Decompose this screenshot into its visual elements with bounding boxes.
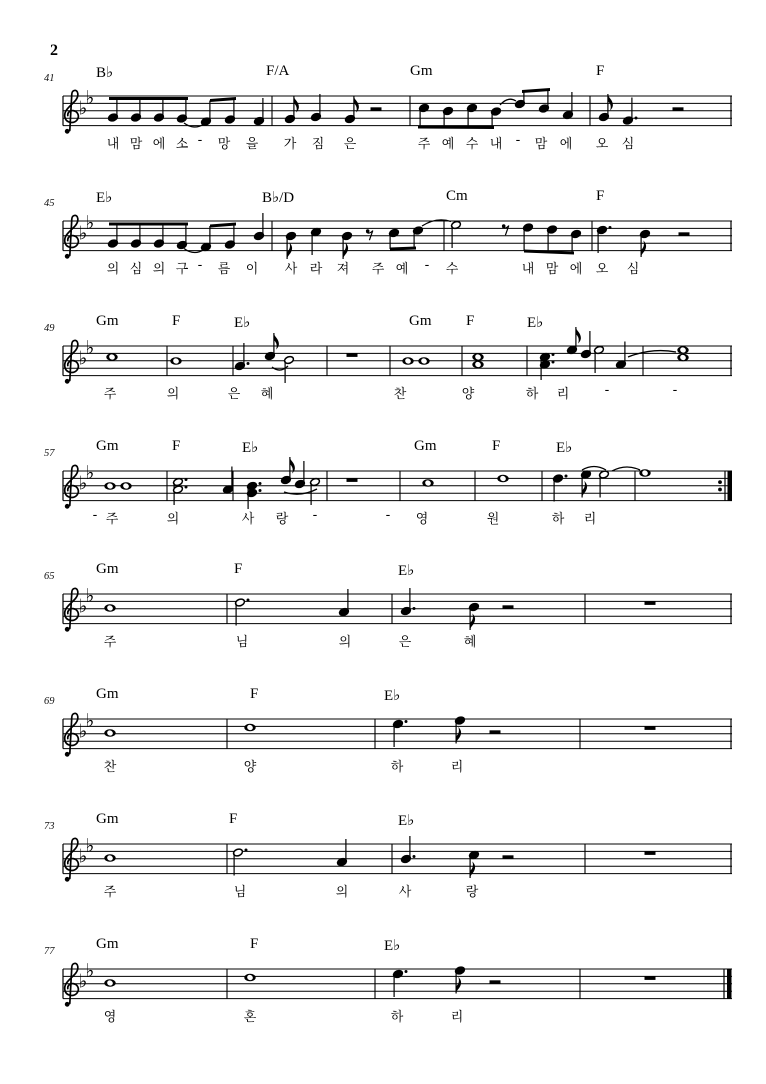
lyric-syllable: 주 bbox=[105, 512, 119, 527]
lyric-syllable: 의 bbox=[338, 635, 352, 650]
beam bbox=[522, 88, 550, 93]
augmentation-dot bbox=[413, 607, 416, 610]
eighth-flag bbox=[576, 327, 581, 344]
lyric-syllable: - bbox=[92, 508, 98, 523]
augmentation-dot bbox=[565, 475, 568, 478]
whole-rest bbox=[347, 478, 358, 482]
repeat-barline-thick bbox=[728, 471, 733, 501]
lyric-syllable: 구 bbox=[175, 262, 189, 277]
flat-sign-icon: ♭ bbox=[78, 223, 88, 245]
lyric-syllable: 맘 bbox=[534, 137, 548, 152]
lyric-syllable: 심 bbox=[129, 262, 143, 277]
treble-clef-icon bbox=[65, 379, 70, 384]
chord-label: F bbox=[172, 438, 181, 454]
lyric-syllable: 라 bbox=[309, 262, 323, 277]
flat-sign-icon: ♭ bbox=[78, 596, 88, 618]
chord-label: Gm bbox=[96, 561, 119, 577]
lyric-syllable: - bbox=[197, 133, 203, 148]
lyric-syllable: - bbox=[672, 383, 678, 398]
chord-label: F bbox=[250, 686, 259, 702]
lyric-syllable: 혜 bbox=[463, 635, 477, 650]
lyric-syllable: 양 bbox=[461, 387, 475, 402]
lyric-syllable: 혼 bbox=[243, 1010, 257, 1025]
measure-number: 73 bbox=[44, 821, 55, 832]
lyric-syllable: 혜 bbox=[260, 387, 274, 402]
lyric-syllable: 랑 bbox=[275, 512, 289, 527]
lyric-syllable: - bbox=[424, 258, 430, 273]
treble-clef-icon bbox=[65, 504, 70, 509]
flat-sign-icon: ♭ bbox=[85, 710, 95, 732]
chord-label: E♭ bbox=[556, 440, 573, 456]
tie bbox=[184, 123, 204, 127]
lyric-syllable: 소 bbox=[175, 137, 189, 152]
measure-number: 45 bbox=[44, 198, 55, 209]
lyric-syllable: 은 bbox=[398, 635, 412, 650]
half-rest bbox=[490, 730, 501, 734]
repeat-dot bbox=[718, 488, 722, 492]
lyric-syllable: 주 bbox=[417, 137, 431, 152]
lyric-syllable: 짐 bbox=[311, 137, 325, 152]
lyric-syllable: 가 bbox=[283, 137, 297, 152]
lyric-syllable: 심 bbox=[621, 137, 635, 152]
chord-label: E♭ bbox=[384, 938, 401, 954]
lyric-syllable: 져 bbox=[336, 262, 350, 277]
lyric-syllable: - bbox=[197, 258, 203, 273]
lyric-syllable: 수 bbox=[465, 137, 479, 152]
lyric-syllable: 하 bbox=[390, 760, 404, 775]
augmentation-dot bbox=[609, 226, 612, 229]
half-rest bbox=[503, 855, 514, 859]
chord-label: Gm bbox=[96, 313, 119, 329]
chord-label: F bbox=[172, 313, 181, 329]
treble-clef-icon bbox=[65, 877, 70, 882]
flat-sign-icon: ♭ bbox=[78, 846, 88, 868]
treble-clef-icon bbox=[65, 627, 70, 632]
lyric-syllable: 심 bbox=[626, 262, 640, 277]
half-rest bbox=[490, 980, 501, 984]
repeat-dot bbox=[718, 480, 722, 484]
chord-label: Cm bbox=[446, 188, 468, 204]
augmentation-dot bbox=[552, 361, 555, 364]
lyric-syllable: 의 bbox=[166, 387, 180, 402]
lyric-syllable: 주 bbox=[371, 262, 385, 277]
treble-clef-icon bbox=[65, 129, 70, 134]
treble-clef-icon bbox=[65, 254, 70, 259]
lyric-syllable: 의 bbox=[335, 885, 349, 900]
measure-number: 57 bbox=[44, 448, 55, 459]
lyric-syllable: 주 bbox=[103, 885, 117, 900]
eighth-flag bbox=[470, 862, 475, 879]
flat-sign-icon: ♭ bbox=[85, 960, 95, 982]
augmentation-dot bbox=[405, 720, 408, 723]
lyric-syllable: 예 bbox=[441, 137, 455, 152]
measure-number: 41 bbox=[44, 73, 55, 84]
measure-number: 65 bbox=[44, 571, 55, 582]
lyric-syllable: - bbox=[312, 508, 318, 523]
chord-label: F bbox=[596, 188, 605, 204]
lyric-syllable: 오 bbox=[595, 262, 609, 277]
lyric-syllable: 에 bbox=[569, 262, 583, 277]
chord-label: Gm bbox=[96, 811, 119, 827]
lyric-syllable: 찬 bbox=[103, 760, 117, 775]
beam bbox=[210, 97, 236, 102]
augmentation-dot bbox=[185, 486, 188, 489]
half-rest bbox=[371, 107, 382, 111]
chord-label: F bbox=[492, 438, 501, 454]
eighth-flag bbox=[294, 96, 299, 113]
lyric-syllable: - bbox=[385, 508, 391, 523]
tie bbox=[500, 99, 516, 105]
lyric-syllable: 리 bbox=[450, 1010, 464, 1025]
lyric-syllable: 하 bbox=[551, 512, 565, 527]
lyric-syllable: 리 bbox=[450, 760, 464, 775]
lyric-syllable: 주 bbox=[103, 387, 117, 402]
chord-label: F bbox=[596, 63, 605, 79]
flat-sign-icon: ♭ bbox=[78, 473, 88, 495]
chord-label: E♭ bbox=[527, 315, 544, 331]
lyric-syllable: 름 bbox=[217, 262, 231, 277]
lyric-syllable: 사 bbox=[398, 885, 412, 900]
lyric-syllable: 영 bbox=[415, 512, 429, 527]
page-number: 2 bbox=[50, 42, 58, 59]
chord-label: E♭ bbox=[398, 563, 415, 579]
tie bbox=[612, 467, 640, 471]
flat-sign-icon: ♭ bbox=[85, 462, 95, 484]
chord-label: Gm bbox=[414, 438, 437, 454]
lyric-syllable: 찬 bbox=[393, 387, 407, 402]
measure-number: 69 bbox=[44, 696, 55, 707]
chord-label: B♭ bbox=[96, 65, 114, 81]
lyric-syllable: 은 bbox=[343, 137, 357, 152]
whole-rest bbox=[645, 976, 656, 980]
chord-label: Gm bbox=[409, 313, 432, 329]
lyric-syllable: 의 bbox=[166, 512, 180, 527]
chord-label: B♭/D bbox=[262, 190, 295, 206]
lyric-syllable: 사 bbox=[241, 512, 255, 527]
lyric-syllable: 수 bbox=[445, 262, 459, 277]
lyric-syllable: 맘 bbox=[545, 262, 559, 277]
chord-label: E♭ bbox=[242, 440, 259, 456]
lyric-syllable: 내 bbox=[521, 262, 535, 277]
lyric-syllable: - bbox=[515, 133, 521, 148]
lyric-syllable: 주 bbox=[103, 635, 117, 650]
lyric-syllable: 하 bbox=[390, 1010, 404, 1025]
lyric-syllable: 의 bbox=[106, 262, 120, 277]
treble-clef-icon bbox=[65, 1002, 70, 1007]
augmentation-dot bbox=[185, 478, 188, 481]
flat-sign-icon: ♭ bbox=[85, 87, 95, 109]
chord-label: F bbox=[234, 561, 243, 577]
eighth-flag bbox=[274, 333, 279, 350]
lyric-syllable: 리 bbox=[583, 512, 597, 527]
lyric-syllable: 양 bbox=[243, 760, 257, 775]
augmentation-dot bbox=[635, 117, 638, 120]
beam bbox=[210, 223, 236, 228]
treble-clef-icon bbox=[65, 752, 70, 757]
flat-sign-icon: ♭ bbox=[78, 721, 88, 743]
flat-sign-icon: ♭ bbox=[85, 337, 95, 359]
lyric-syllable: 내 bbox=[489, 137, 503, 152]
chord-label: E♭ bbox=[234, 315, 251, 331]
beam bbox=[109, 223, 188, 226]
lyric-syllable: 님 bbox=[233, 885, 247, 900]
flat-sign-icon: ♭ bbox=[85, 835, 95, 857]
lyric-syllable: 에 bbox=[152, 137, 166, 152]
chord-label: Gm bbox=[96, 936, 119, 952]
chord-label: Gm bbox=[96, 686, 119, 702]
lyric-syllable: 랑 bbox=[465, 885, 479, 900]
lyric-syllable: 영 bbox=[103, 1010, 117, 1025]
measure-number: 77 bbox=[44, 946, 55, 957]
augmentation-dot bbox=[259, 489, 262, 492]
lyric-syllable: 은 bbox=[227, 387, 241, 402]
flat-sign-icon: ♭ bbox=[78, 348, 88, 370]
chord-label: Gm bbox=[410, 63, 433, 79]
whole-rest bbox=[347, 353, 358, 357]
flat-sign-icon: ♭ bbox=[85, 585, 95, 607]
chord-label: Gm bbox=[96, 438, 119, 454]
beam bbox=[109, 97, 188, 100]
lyric-syllable: 님 bbox=[235, 635, 249, 650]
chord-label: F bbox=[229, 811, 238, 827]
measure-number: 49 bbox=[44, 323, 55, 334]
eighth-flag bbox=[354, 96, 359, 113]
augmentation-dot bbox=[247, 362, 250, 365]
flat-sign-icon: ♭ bbox=[78, 98, 88, 120]
chord-label: E♭ bbox=[96, 190, 113, 206]
augmentation-dot bbox=[247, 599, 250, 602]
whole-rest bbox=[645, 851, 656, 855]
augmentation-dot bbox=[245, 849, 248, 852]
chord-label: E♭ bbox=[384, 688, 401, 704]
chord-label: F bbox=[250, 936, 259, 952]
lyric-syllable: 오 bbox=[595, 137, 609, 152]
lyric-syllable: 의 bbox=[152, 262, 166, 277]
whole-rest bbox=[645, 601, 656, 605]
augmentation-dot bbox=[259, 482, 262, 485]
tie bbox=[582, 467, 606, 471]
flat-sign-icon: ♭ bbox=[85, 212, 95, 234]
lyric-syllable: 예 bbox=[395, 262, 409, 277]
beam bbox=[418, 126, 494, 130]
lyric-syllable: 에 bbox=[559, 137, 573, 152]
lyric-syllable: 내 bbox=[106, 137, 120, 152]
augmentation-dot bbox=[552, 353, 555, 356]
eighth-flag bbox=[582, 481, 587, 498]
final-barline-thick bbox=[727, 969, 732, 999]
chord-label: E♭ bbox=[398, 813, 415, 829]
lyric-syllable: 망 bbox=[217, 137, 231, 152]
lyric-syllable: 맘 bbox=[129, 137, 143, 152]
beam bbox=[390, 247, 416, 251]
half-rest bbox=[503, 605, 514, 609]
half-rest bbox=[679, 232, 690, 236]
whole-rest bbox=[645, 726, 656, 730]
lyric-syllable: - bbox=[604, 383, 610, 398]
lyric-syllable: 하 bbox=[525, 387, 539, 402]
half-rest bbox=[673, 107, 684, 111]
chord-label: F bbox=[466, 313, 475, 329]
lyric-syllable: 원 bbox=[486, 512, 500, 527]
lyric-syllable: 이 bbox=[245, 262, 259, 277]
lyric-syllable: 사 bbox=[284, 262, 298, 277]
flat-sign-icon: ♭ bbox=[78, 971, 88, 993]
lyric-syllable: 을 bbox=[245, 137, 259, 152]
augmentation-dot bbox=[413, 855, 416, 858]
lyric-syllable: 리 bbox=[556, 387, 570, 402]
augmentation-dot bbox=[405, 970, 408, 973]
chord-label: F/A bbox=[266, 63, 290, 79]
